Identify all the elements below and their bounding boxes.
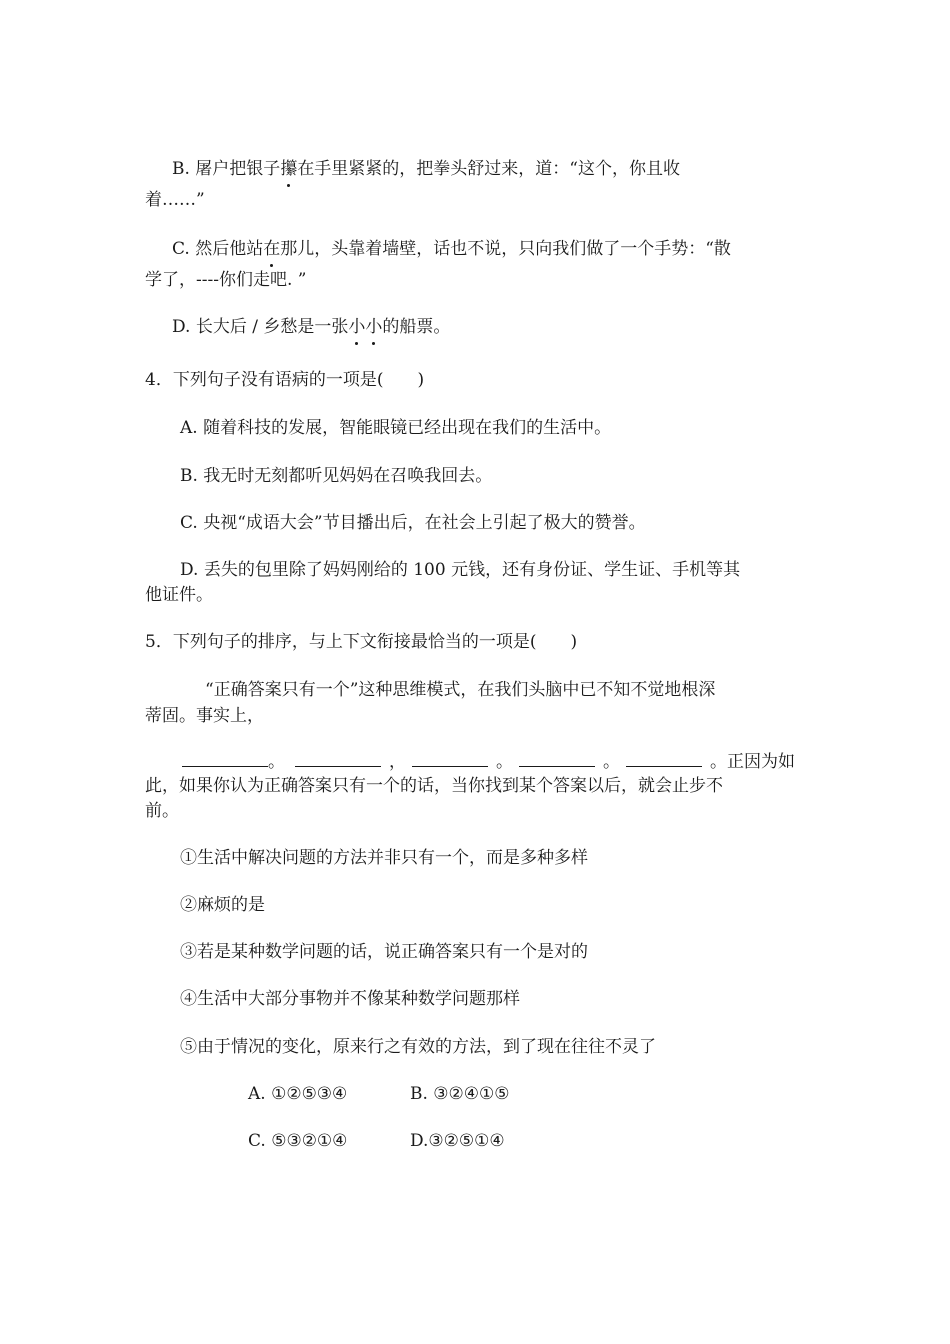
answer-blank[interactable] bbox=[519, 750, 595, 767]
q5-option-b: B. ③②④①⑤ bbox=[410, 1084, 510, 1104]
q5-item-5: ⑤由于情况的变化，原来行之有效的方法，到了现在往往不灵了 bbox=[180, 1037, 656, 1057]
q3-option-c-line1: C. 然后他站在那儿，头靠着墙壁，话也不说，只向我们做了一个手势：“散 bbox=[172, 239, 731, 259]
q4-option-c: C. 央视“成语大会”节目播出后，在社会上引起了极大的赞誉。 bbox=[180, 513, 646, 533]
q4-stem: 4．下列句子没有语病的一项是( ) bbox=[145, 370, 425, 390]
emphasis-dot-char: 小 bbox=[348, 317, 366, 337]
q5-option-a: A. ①②⑤③④ bbox=[248, 1084, 348, 1104]
q5-item-4: ④生活中大部分事物并不像某种数学问题那样 bbox=[180, 989, 520, 1009]
answer-blank[interactable] bbox=[182, 750, 268, 767]
q5-item-2: ②麻烦的是 bbox=[180, 895, 265, 915]
q4-option-b: B. 我无时无刻都听见妈妈在召唤我回去。 bbox=[180, 466, 493, 486]
q5-passage-line4: 前。 bbox=[145, 801, 179, 821]
answer-blank[interactable] bbox=[295, 750, 381, 767]
q5-blanks-line: 。 ， 。 。 。正因为如 bbox=[182, 750, 795, 774]
emphasis-dot-char: 在 bbox=[263, 239, 281, 259]
q4-option-d-line1: D. 丢失的包里除了妈妈刚给的 100 元钱，还有身份证、学生证、手机等其 bbox=[180, 560, 741, 580]
emphasis-dot-char: 小 bbox=[365, 317, 383, 337]
q5-passage-line3: 此，如果你认为正确答案只有一个的话，当你找到某个答案以后，就会止步不 bbox=[145, 776, 723, 796]
q5-passage-line1: “正确答案只有一个”这种思维模式，在我们头脑中已不知不觉地根深 bbox=[205, 680, 716, 700]
answer-blank[interactable] bbox=[412, 750, 488, 767]
q3-option-b-line1: B. 屠户把银子攥在手里紧紧的，把拳头舒过来，道：“这个，你且收 bbox=[172, 159, 681, 179]
q3-option-d: D. 长大后 / 乡愁是一张小小的船票。 bbox=[172, 317, 451, 337]
q5-item-1: ①生活中解决问题的方法并非只有一个，而是多种多样 bbox=[180, 848, 588, 868]
q5-passage-line2: 蒂固。事实上， bbox=[145, 706, 264, 726]
q4-option-a: A. 随着科技的发展，智能眼镜已经出现在我们的生活中。 bbox=[180, 418, 612, 438]
q5-option-d: D.③②⑤①④ bbox=[410, 1131, 505, 1151]
emphasis-dot-char: 攥 bbox=[280, 159, 298, 179]
q5-stem: 5．下列句子的排序，与上下文衔接最恰当的一项是( ) bbox=[145, 632, 578, 652]
q4-option-d-line2: 他证件。 bbox=[145, 585, 213, 605]
q5-option-c: C. ⑤③②①④ bbox=[248, 1131, 348, 1151]
q3-option-b-line2: 着……” bbox=[145, 190, 205, 210]
q3-option-c-line2: 学了，----你们走吧. ” bbox=[145, 270, 307, 290]
answer-blank[interactable] bbox=[626, 750, 702, 767]
q5-item-3: ③若是某种数学问题的话，说正确答案只有一个是对的 bbox=[180, 942, 588, 962]
